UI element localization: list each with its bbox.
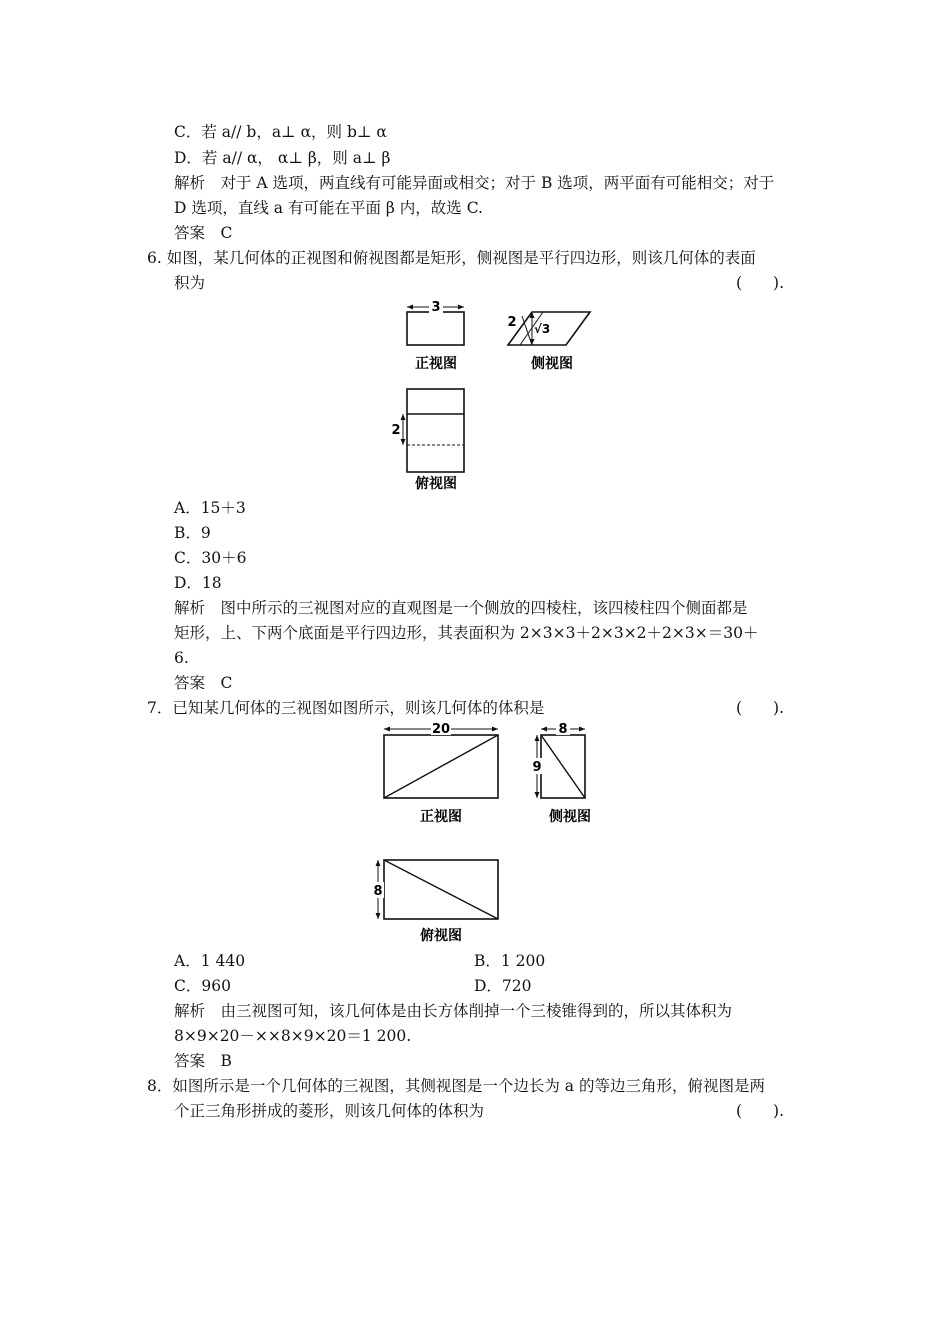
option-c-q7: C．960 [174, 977, 231, 995]
top-dim-label: 2 [391, 423, 401, 438]
option-a-q6: A．15＋3 [174, 499, 246, 517]
front-view-label: 正视图 [420, 809, 462, 825]
solution-q6-line1: 解析 图中所示的三视图对应的直观图是一个侧放的四棱柱，该四棱柱四个侧面都是 [174, 599, 748, 617]
option-a-q7: A．1 440 [174, 952, 246, 970]
solution-q7-line1: 解析 由三视图可知，该几何体是由长方体削掉一个三棱锥得到的，所以其体积为 [174, 1002, 733, 1020]
solution-q7-line2: 8×9×20－××8×9×20＝1 200. [174, 1027, 412, 1045]
solution-q6-line3: 6. [174, 649, 189, 667]
side-dim-width-label: 8 [558, 722, 568, 737]
option-c-q5: C．若 a// b，a⊥ α，则 b⊥ α [174, 123, 387, 141]
front-view-rect [407, 312, 464, 345]
side-dim-height-label: 9 [532, 760, 542, 775]
question-8-line2: 个正三角形拼成的菱形，则该几何体的体积为 [174, 1102, 485, 1120]
question-6-line1: 6. 如图，某几何体的正视图和俯视图都是矩形，侧视图是平行四边形，则该几何体的表面 [147, 249, 756, 267]
answer-blank-q7: ( ). [736, 699, 785, 717]
answer-blank-q6: ( ). [736, 274, 785, 292]
top-view-label: 俯视图 [415, 476, 457, 492]
option-c-q6: C．30＋6 [174, 549, 247, 567]
solution-q5-line1: 解析 对于 A 选项，两直线有可能异面或相交；对于 B 选项，两平面有可能相交；对于 [174, 174, 775, 192]
option-d-q6: D．18 [174, 574, 222, 592]
solution-q5-line2: D 选项，直线 a 有可能在平面 β 内，故选 C. [174, 199, 483, 217]
top-dim-label: 8 [373, 884, 383, 899]
answer-q7: 答案 B [174, 1052, 232, 1070]
option-b-q6: B．9 [174, 524, 211, 542]
front-view-label: 正视图 [415, 356, 457, 372]
option-b-q7: B．1 200 [474, 952, 546, 970]
front-dim-label: 20 [431, 722, 451, 737]
question-6-line2: 积为 [174, 274, 206, 292]
top-view-label: 俯视图 [420, 928, 462, 944]
side-view-label: 侧视图 [549, 809, 591, 825]
option-d-q7: D．720 [474, 977, 532, 995]
answer-q6: 答案 C [174, 674, 233, 692]
front-dim-label: 3 [431, 300, 441, 315]
side-dim-label-sqrt3: √3 [533, 322, 551, 336]
answer-blank-q8: ( ). [736, 1102, 785, 1120]
answer-q5: 答案 C [174, 224, 233, 242]
question-7: 7．已知某几何体的三视图如图所示，则该几何体的体积是 [147, 699, 545, 717]
solution-q6-line2: 矩形，上、下两个底面是平行四边形，其表面积为 2×3×3＋2×3×2＋2×3×＝30＋ [174, 624, 759, 642]
figure-q7 [365, 718, 615, 948]
side-view-label: 侧视图 [531, 356, 573, 372]
side-dim-label-2: 2 [507, 315, 517, 330]
question-8-line1: 8．如图所示是一个几何体的三视图，其侧视图是一个边长为 a 的等边三角形，俯视图是两 [147, 1077, 765, 1095]
figure-q6 [385, 295, 615, 495]
top-view-rect [407, 389, 464, 472]
option-d-q5: D．若 a// α， α⊥ β，则 a⊥ β [174, 149, 391, 167]
